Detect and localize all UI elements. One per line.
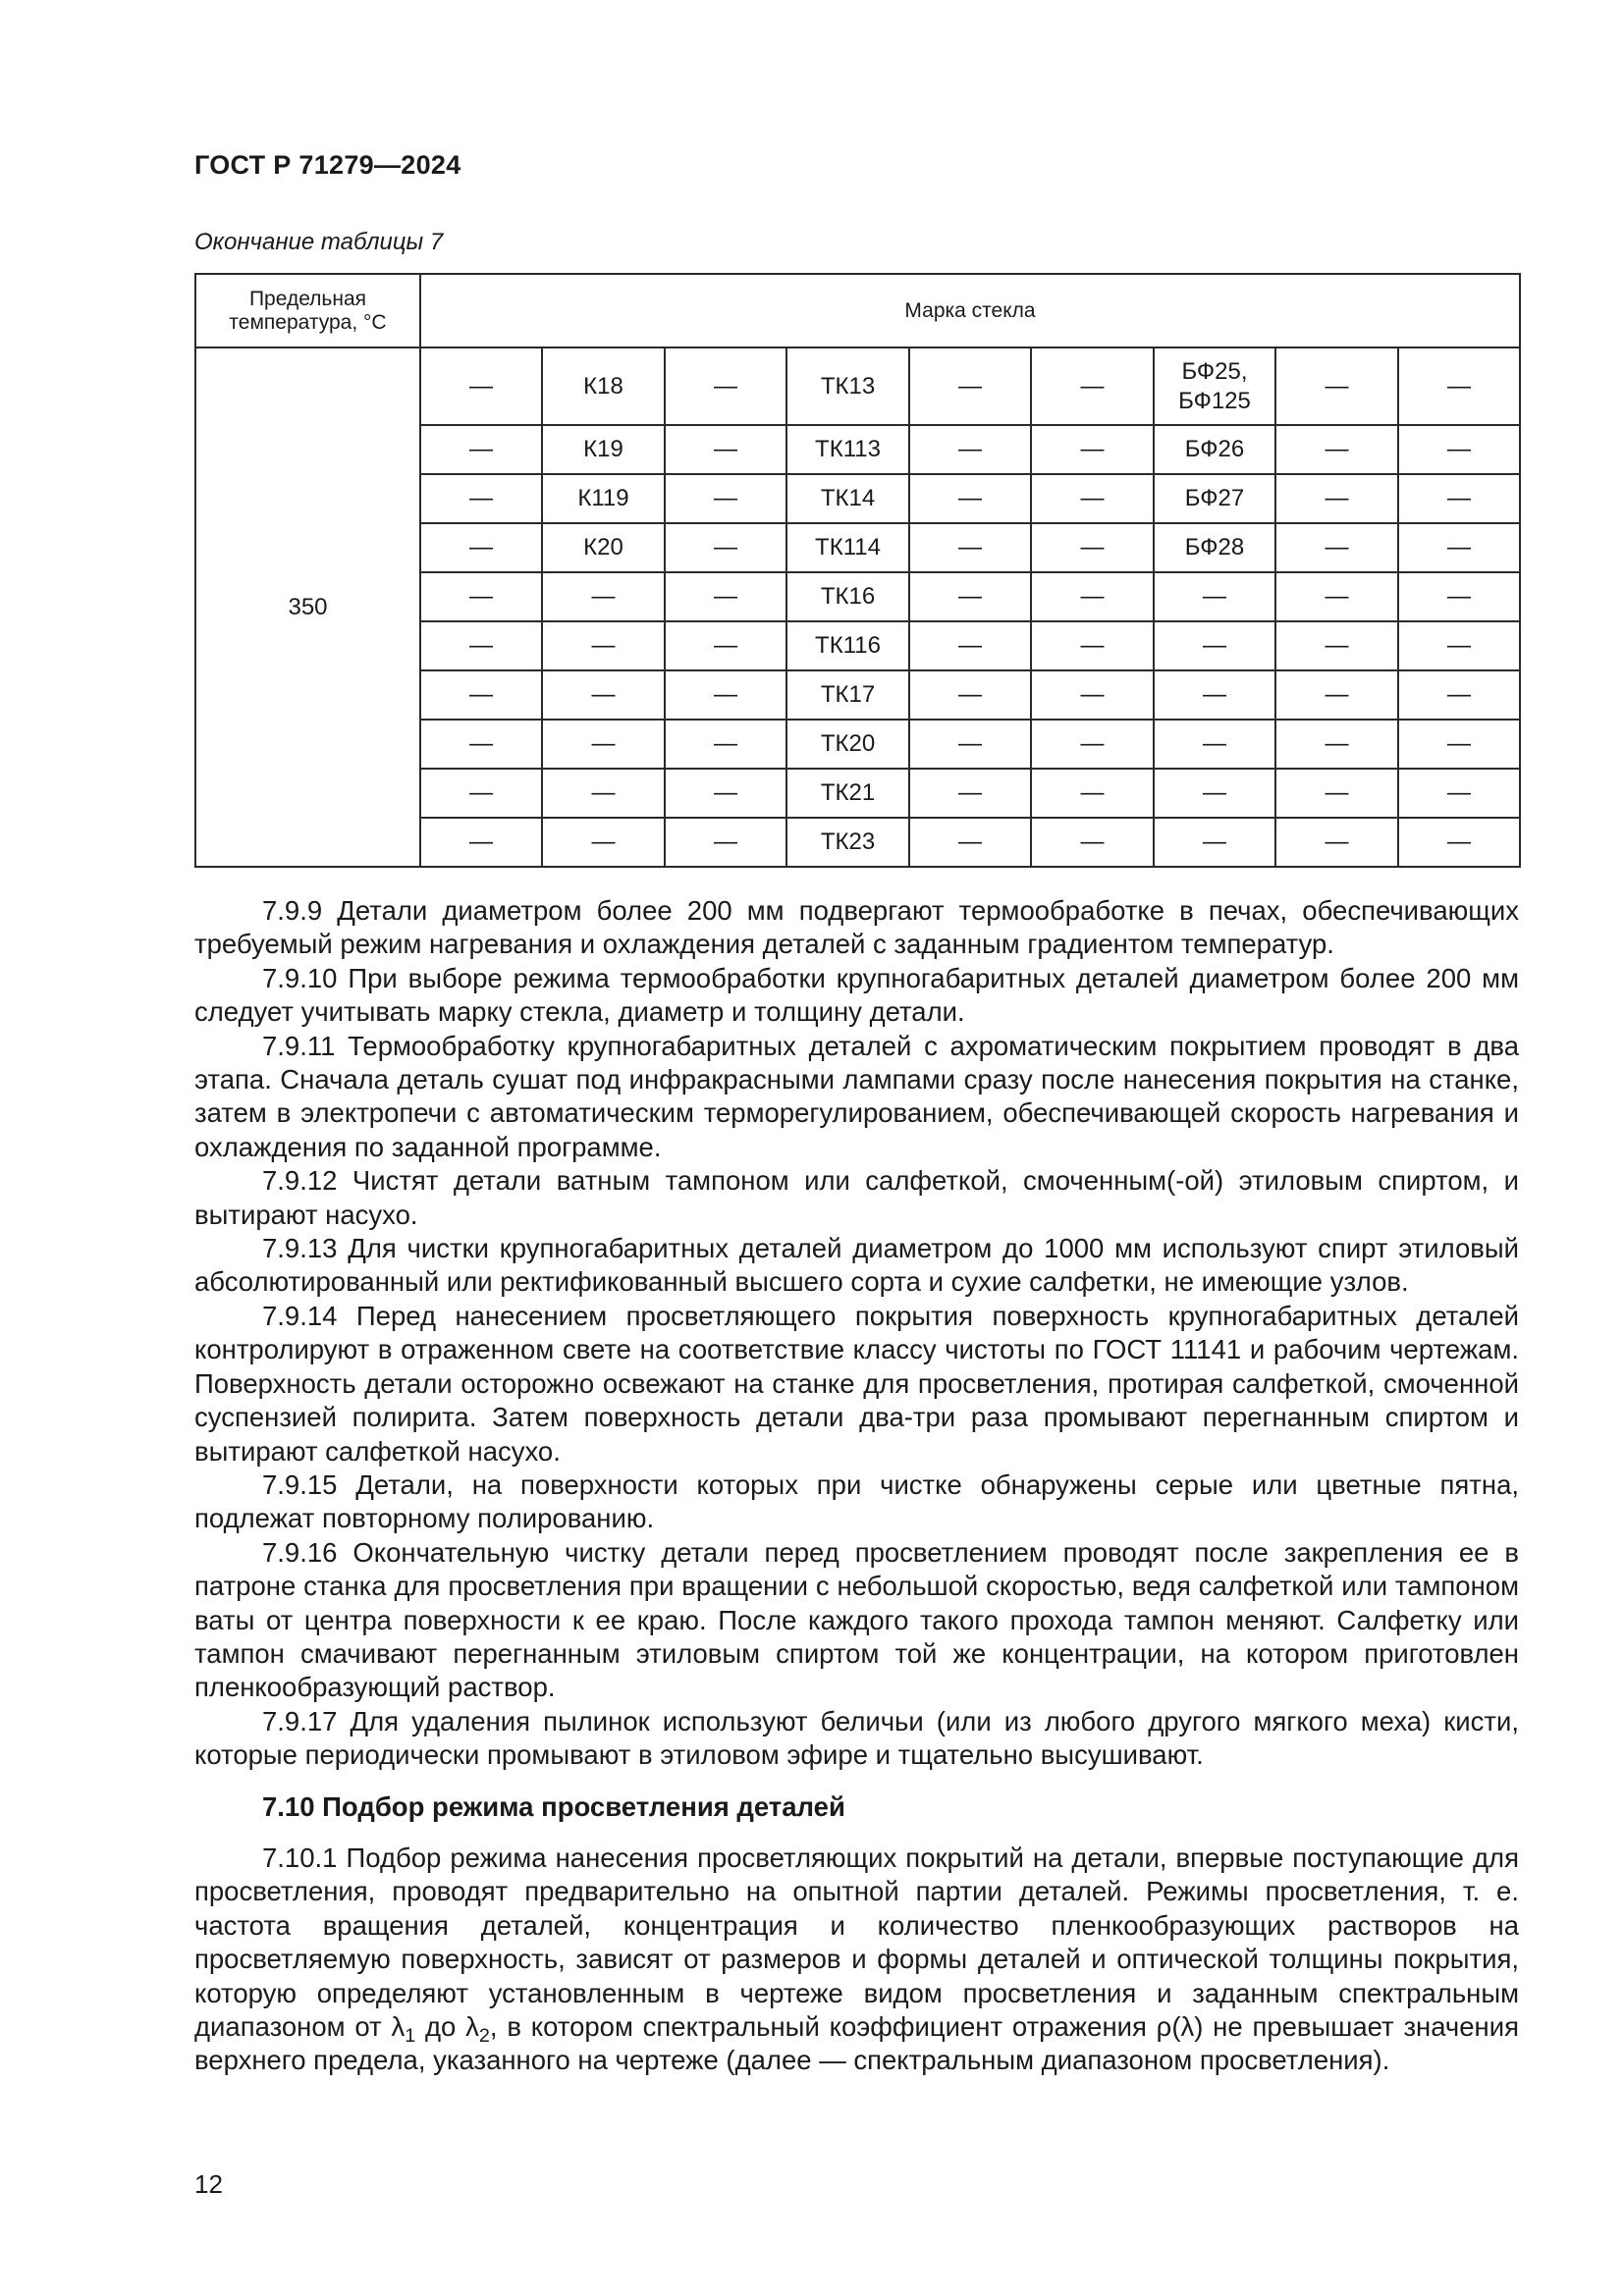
glass-grade-cell: —: [1031, 523, 1154, 572]
glass-grade-cell: —: [542, 572, 665, 621]
clause-7-10-1-text-c: , в котором спектральный коэффициент отражения ρ(λ) не превышает значения верхнего предела, указанного на чертеже (далее — спектральным диапазоном просветления).: [194, 2011, 1519, 2076]
glass-grade-cell: —: [542, 720, 665, 769]
glass-grade-cell: —: [1275, 720, 1398, 769]
glass-grade-cell: —: [420, 474, 542, 523]
glass-grade-cell: —: [420, 347, 542, 425]
glass-grade-cell: —: [1031, 425, 1154, 474]
glass-grade-cell: К119: [542, 474, 665, 523]
glass-grade-cell: —: [1031, 818, 1154, 867]
page-number: 12: [194, 2169, 223, 2199]
glass-grade-cell: БФ27: [1154, 474, 1275, 523]
glass-grade-cell: —: [1154, 769, 1275, 818]
glass-grade-cell: —: [1031, 474, 1154, 523]
glass-grade-cell: —: [909, 523, 1031, 572]
glass-grade-cell: —: [1398, 818, 1520, 867]
glass-grade-cell: ТК116: [786, 621, 909, 670]
glass-grade-cell: ТК16: [786, 572, 909, 621]
clause-7-9-13: 7.9.13 Для чистки крупногабаритных деталей диаметром до 1000 мм используют спирт этиловый абсолютированный или ректификованный высшего сорта и сухие салфетки, не имеющие узлов.: [194, 1233, 1519, 1298]
glass-grade-cell: —: [542, 818, 665, 867]
table-header-row: [195, 274, 1520, 347]
glass-grade-cell: —: [420, 425, 542, 474]
glass-grade-cell: —: [909, 572, 1031, 621]
lambda-subscript-2: 2: [478, 2024, 490, 2047]
clause-7-9-16: 7.9.16 Окончательную чистку детали перед просветлением проводят после закрепления ее в патроне станка для просветления при вращении с небольшой скоростью, ведя салфеткой или тампоном ваты от центра поверхности к ее краю. После каждого такого прохода тампон меняют. Салфетку или тампон смачивают перегнанным этиловым спиртом той же концентрации, на котором приготовлен пленкообразующий раствор.: [194, 1536, 1519, 1703]
glass-grade-cell: —: [1031, 572, 1154, 621]
clause-7-10-1: [194, 1842, 1519, 2078]
glass-grade-cell: —: [420, 572, 542, 621]
glass-grade-cell: БФ25, БФ125: [1154, 347, 1275, 425]
glass-grade-cell: —: [1275, 474, 1398, 523]
clause-7-9-15: 7.9.15 Детали, на поверхности которых при чистке обнаружены серые или цветные пятна, подлежат повторному полированию.: [194, 1468, 1519, 1534]
glass-grade-cell: ТК113: [786, 425, 909, 474]
clause-7-9-17: 7.9.17 Для удаления пылинок используют беличьи (или из любого другого мягкого меха) кисти, которые периодически промывают в этиловом эфире и тщательно высушивают.: [194, 1705, 1519, 1771]
clause-7-9-10: 7.9.10 При выборе режима термообработки крупногабаритных деталей диаметром более 200 мм следует учитывать марку стекла, диаметр и толщину детали.: [194, 962, 1519, 1028]
glass-grade-cell: —: [665, 347, 786, 425]
glass-grade-cell: —: [665, 818, 786, 867]
glass-grade-cell: —: [1398, 670, 1520, 720]
glass-grade-cell: —: [1398, 425, 1520, 474]
glass-grade-cell: —: [909, 818, 1031, 867]
glass-grade-cell: —: [1154, 621, 1275, 670]
glass-grade-cell: —: [420, 621, 542, 670]
glass-grade-cell: К19: [542, 425, 665, 474]
lambda-subscript-1: 1: [405, 2024, 416, 2047]
glass-grade-cell: —: [1154, 818, 1275, 867]
glass-grade-cell: —: [420, 818, 542, 867]
glass-grade-cell: ТК14: [786, 474, 909, 523]
glass-grade-cell: —: [665, 670, 786, 720]
glass-grade-cell: ТК17: [786, 670, 909, 720]
clause-7-10-1-text-b: до: [415, 2011, 466, 2042]
glass-grade-cell: —: [1398, 347, 1520, 425]
glass-grade-cell: —: [542, 769, 665, 818]
glass-grade-cell: —: [909, 621, 1031, 670]
glass-grade-cell: —: [420, 769, 542, 818]
glass-grade-cell: ТК21: [786, 769, 909, 818]
glass-grade-cell: ТК13: [786, 347, 909, 425]
glass-grade-cell: —: [1031, 347, 1154, 425]
lambda-symbol-2: λ: [465, 2011, 479, 2042]
glass-grade-cell: —: [1398, 572, 1520, 621]
glass-grade-cell: —: [1275, 621, 1398, 670]
glass-grade-cell: —: [1275, 347, 1398, 425]
clause-7-10-1-text-a: 7.10.1 Подбор режима нанесения просветляющих покрытий на детали, впервые поступающие для просветления, проводят предварительно на опытной партии деталей. Режимы просветления, т. е. частота вращения деталей, концентрация и количество пленкообразующих растворов на просветляемую поверхность, зависят от размеров и формы деталей и оптической толщины покрытия, которую определяют установленным в чертеже видом просветления и заданным спектральным диапазоном от: [194, 1842, 1519, 2042]
glass-grade-cell: —: [909, 347, 1031, 425]
glass-grade-cell: —: [1154, 572, 1275, 621]
glass-grade-cell: —: [909, 769, 1031, 818]
glass-grade-cell: —: [542, 621, 665, 670]
glass-grade-cell: —: [1031, 621, 1154, 670]
glass-grade-cell: —: [665, 769, 786, 818]
glass-grade-cell: —: [909, 425, 1031, 474]
glass-grade-cell: —: [420, 523, 542, 572]
glass-grade-cell: —: [665, 572, 786, 621]
glass-grade-table: [194, 273, 1521, 868]
glass-grade-cell: БФ26: [1154, 425, 1275, 474]
glass-grade-cell: —: [1398, 523, 1520, 572]
table-caption: Окончание таблицы 7: [194, 229, 444, 255]
glass-grade-cell: —: [1031, 720, 1154, 769]
glass-grade-cell: —: [1031, 670, 1154, 720]
glass-grade-cell: К18: [542, 347, 665, 425]
glass-grade-cell: ТК20: [786, 720, 909, 769]
glass-grade-cell: —: [542, 670, 665, 720]
body-text: [194, 894, 1519, 2078]
clause-7-9-12: 7.9.12 Чистят детали ватным тампоном или салфеткой, смоченным(-ой) этиловым спиртом, и вытирают насухо.: [194, 1165, 1519, 1230]
glass-grade-cell: ТК23: [786, 818, 909, 867]
glass-grade-cell: —: [1031, 769, 1154, 818]
glass-grade-cell: —: [665, 425, 786, 474]
clause-7-9-9: 7.9.9 Детали диаметром более 200 мм подвергают термообработке в печах, обеспечивающих требуемый режим нагревания и охлаждения деталей с заданным градиентом температур.: [194, 895, 1519, 960]
clause-7-9-14: 7.9.14 Перед нанесением просветляющего покрытия поверхность крупногабаритных деталей контролируют в отраженном свете на соответствие классу чистоты по ГОСТ 11141 и рабочим чертежам. Поверхность детали осторожно освежают на станке для просветления, протирая салфеткой, смоченной суспензией полирита. Затем поверхность детали два-три раза промывают перегнанным спиртом и вытирают салфеткой насухо.: [194, 1300, 1519, 1467]
glass-grade-cell: —: [1398, 769, 1520, 818]
glass-grade-cell: —: [665, 523, 786, 572]
glass-grade-cell: —: [909, 670, 1031, 720]
glass-grade-cell: —: [1275, 425, 1398, 474]
table-row: [195, 347, 1520, 425]
glass-grade-cell: —: [1398, 474, 1520, 523]
temperature-cell: 350: [195, 347, 420, 867]
glass-grade-cell: —: [909, 474, 1031, 523]
section-heading-7-10: 7.10 Подбор режима просветления деталей: [262, 1790, 845, 1822]
glass-grade-cell: —: [1275, 818, 1398, 867]
glass-grade-cell: —: [665, 720, 786, 769]
glass-grade-cell: —: [665, 621, 786, 670]
glass-grade-cell: —: [1398, 720, 1520, 769]
glass-grade-cell: —: [1275, 572, 1398, 621]
glass-grade-cell: —: [665, 474, 786, 523]
glass-grade-cell: —: [1275, 769, 1398, 818]
header-limit-temperature: Предельная температура, °С: [195, 274, 420, 347]
glass-grade-cell: —: [420, 670, 542, 720]
glass-grade-cell: ТК114: [786, 523, 909, 572]
glass-grade-cell: —: [909, 720, 1031, 769]
glass-grade-cell: —: [1398, 621, 1520, 670]
glass-grade-cell: —: [420, 720, 542, 769]
document-header: ГОСТ Р 71279—2024: [194, 150, 461, 180]
glass-grade-cell: —: [1275, 523, 1398, 572]
glass-grade-cell: БФ28: [1154, 523, 1275, 572]
lambda-symbol-1: λ: [391, 2011, 406, 2042]
glass-grade-cell: —: [1154, 720, 1275, 769]
glass-grade-cell: К20: [542, 523, 665, 572]
header-glass-grade: Марка стекла: [420, 274, 1520, 347]
glass-grade-cell: —: [1154, 670, 1275, 720]
clause-7-9-11: 7.9.11 Термообработку крупногабаритных деталей с ахроматическим покрытием проводят в два этапа. Сначала деталь сушат под инфракрасными лампами сразу после нанесения покрытия на станке, затем в электропечи с автоматическим терморегулированием, обеспечивающей скорость нагревания и охлаждения по заданной программе.: [194, 1030, 1519, 1162]
glass-grade-cell: —: [1275, 670, 1398, 720]
